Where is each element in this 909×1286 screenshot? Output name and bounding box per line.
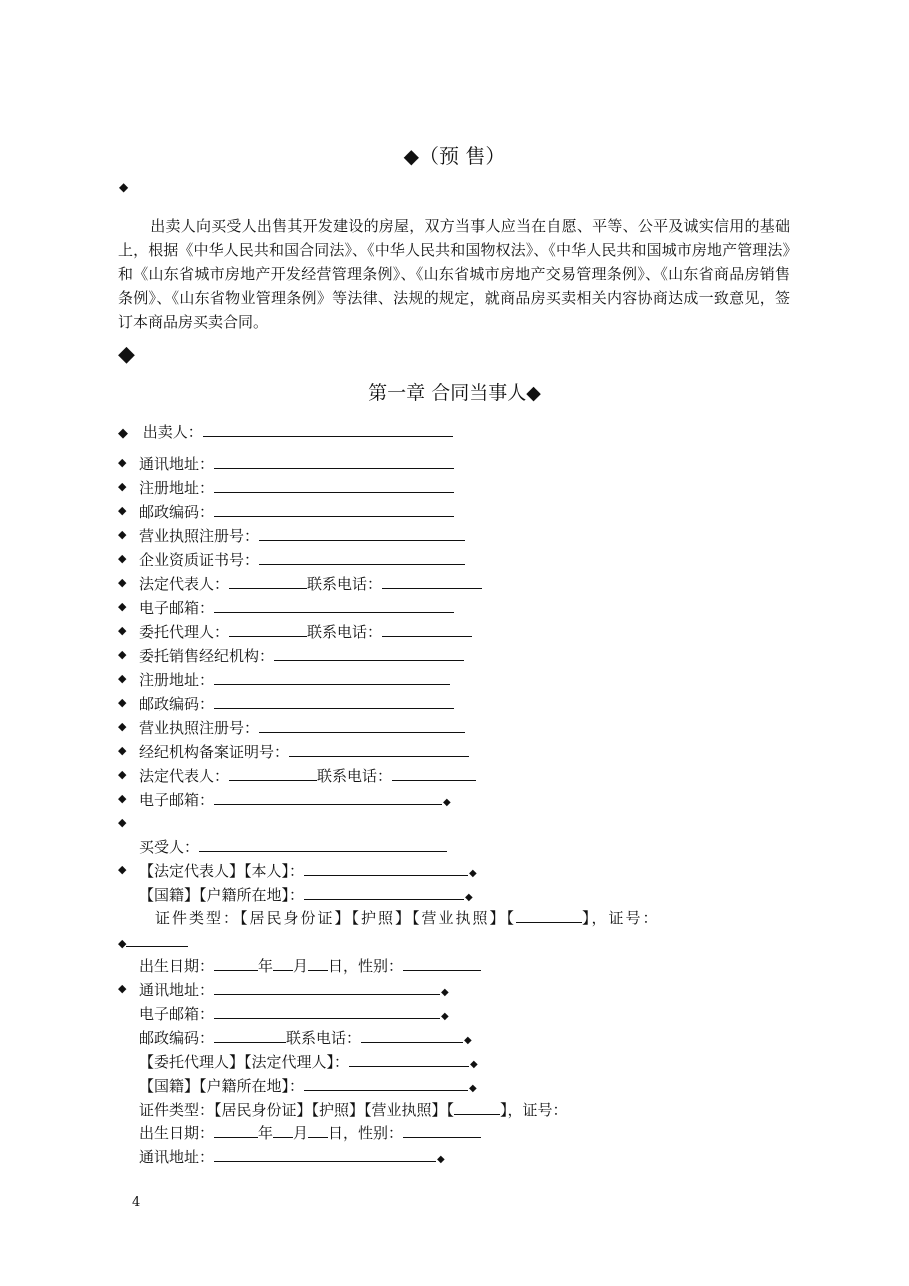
buyer-dob-row bbox=[139, 955, 481, 975]
bullet: ◆ bbox=[118, 528, 127, 541]
seller-agency-row bbox=[118, 645, 464, 665]
buyer-rep-row bbox=[118, 860, 477, 880]
buyer-day-blank[interactable] bbox=[308, 955, 328, 971]
buyer-rep-label: 【法定代表人】【本人】： bbox=[139, 862, 305, 880]
buyer-id-type-blank[interactable] bbox=[516, 907, 582, 923]
buyer-name-blank[interactable] bbox=[199, 836, 447, 852]
buyer-rep-blank[interactable] bbox=[304, 860, 468, 876]
buyer-name-row bbox=[139, 836, 447, 856]
end-marker: ◆ bbox=[470, 1059, 478, 1070]
agent-address-label: 通讯地址： bbox=[139, 1148, 215, 1166]
agency-email-label: 电子邮箱： bbox=[139, 791, 215, 809]
day-gender-label: 日，性别： bbox=[328, 957, 404, 975]
buyer-dob-label: 出生日期： bbox=[139, 957, 215, 975]
bullet: ◆ bbox=[118, 552, 127, 565]
seller-postcode-row bbox=[118, 501, 454, 521]
seller-agency-blank[interactable] bbox=[274, 645, 464, 661]
seller-reg-address-blank[interactable] bbox=[214, 477, 454, 493]
agency-phone-label: 联系电话： bbox=[317, 767, 393, 785]
section-marker: ◆ bbox=[118, 342, 135, 367]
day-gender-label: 日，性别： bbox=[328, 1124, 404, 1142]
document-title: ◆（预 售） bbox=[403, 144, 506, 168]
agency-record-row bbox=[118, 741, 469, 761]
agent-dob-label: 出生日期： bbox=[139, 1124, 215, 1142]
bullet: ◆ bbox=[118, 696, 127, 709]
seller-agent-row bbox=[118, 621, 472, 641]
buyer-phone-blank[interactable] bbox=[361, 1027, 463, 1043]
bullet: ◆ bbox=[118, 937, 127, 950]
seller-phone-label: 联系电话： bbox=[307, 575, 383, 593]
seller-name-row bbox=[118, 421, 453, 441]
buyer-agent-row bbox=[139, 1051, 478, 1071]
bullet: ◆ bbox=[118, 576, 127, 589]
seller-phone-blank[interactable] bbox=[382, 573, 482, 589]
bullet: ◆ bbox=[118, 982, 127, 995]
seller-agency-label: 委托销售经纪机构： bbox=[139, 647, 275, 665]
end-marker: ◆ bbox=[469, 868, 477, 879]
buyer-id-label: 证件类型：【居民身份证】【护照】【营业执照】【 bbox=[155, 909, 517, 927]
agent-address-row bbox=[139, 1146, 445, 1166]
buyer-address-blank[interactable] bbox=[214, 979, 440, 995]
end-marker: ◆ bbox=[469, 1083, 477, 1094]
seller-legal-rep-label: 法定代表人： bbox=[139, 575, 230, 593]
buyer-postcode-label: 邮政编码： bbox=[139, 1029, 215, 1047]
buyer-postcode-blank[interactable] bbox=[214, 1027, 286, 1043]
buyer-name-label: 买受人： bbox=[139, 838, 200, 856]
agent-nationality-label: 【国籍】【户籍所在地】： bbox=[139, 1077, 305, 1095]
buyer-email-row bbox=[139, 1003, 449, 1023]
buyer-id-row bbox=[155, 907, 660, 927]
bullet: ◆ bbox=[118, 863, 127, 876]
seller-agent-phone-blank[interactable] bbox=[382, 621, 472, 637]
buyer-agent-blank[interactable] bbox=[349, 1051, 469, 1067]
agent-day-blank[interactable] bbox=[308, 1122, 328, 1138]
page-number: 4 bbox=[132, 1195, 141, 1210]
agent-year-blank[interactable] bbox=[214, 1122, 258, 1138]
buyer-address-row bbox=[118, 979, 449, 999]
agency-email-blank[interactable] bbox=[214, 789, 442, 805]
end-marker: ◆ bbox=[464, 1035, 472, 1046]
agent-id-type-blank[interactable] bbox=[454, 1099, 500, 1115]
agency-license-label: 营业执照注册号： bbox=[139, 719, 260, 737]
seller-email-blank[interactable] bbox=[214, 597, 454, 613]
agent-id-close: 】，证号： bbox=[500, 1101, 568, 1119]
agent-month-blank[interactable] bbox=[273, 1122, 293, 1138]
agency-record-blank[interactable] bbox=[289, 741, 469, 757]
bullet: ◆ bbox=[118, 744, 127, 757]
bullet: ◆ bbox=[118, 720, 127, 733]
seller-email-label: 电子邮箱： bbox=[139, 599, 215, 617]
seller-license-blank[interactable] bbox=[259, 525, 465, 541]
buyer-email-blank[interactable] bbox=[214, 1003, 440, 1019]
intro-paragraph bbox=[118, 214, 790, 334]
bullet: ◆ bbox=[118, 624, 127, 637]
buyer-month-blank[interactable] bbox=[273, 955, 293, 971]
bullet: ◆ bbox=[118, 456, 127, 469]
buyer-agent-label: 【委托代理人】【法定代理人】： bbox=[139, 1053, 350, 1071]
agent-dob-row bbox=[139, 1122, 481, 1142]
agent-nationality-row bbox=[139, 1075, 477, 1095]
intro-text: 出卖人向买受人出售其开发建设的房屋，双方当事人应当在自愿、平等、公平及诚实信用的基础上，根据《中华人民共和国合同法》、《中华人民共和国物权法》、《中华人民共和国城市房地产管理法》和《山东省城市房地产开发经营管理条例》、《山东省城市房地产交易管理条例》、《山东省商品房销售条例》、《山东省物业管理条例》等法律、法规的规定，就商品房买卖相关内容协商达成一致意见，签订本商品房买卖合同。 bbox=[118, 217, 790, 331]
seller-agent-label: 委托代理人： bbox=[139, 623, 230, 641]
seller-qualification-blank[interactable] bbox=[259, 549, 465, 565]
seller-address-label: 通讯地址： bbox=[139, 455, 215, 473]
agent-id-label: 证件类型：【居民身份证】【护照】【营业执照】【 bbox=[139, 1101, 455, 1119]
agent-nationality-blank[interactable] bbox=[304, 1075, 468, 1091]
agency-reg-address-label: 注册地址： bbox=[139, 671, 215, 689]
agency-postcode-blank[interactable] bbox=[214, 693, 454, 709]
end-marker: ◆ bbox=[465, 892, 473, 903]
buyer-nationality-label: 【国籍】【户籍所在地】： bbox=[139, 886, 305, 904]
seller-postcode-label: 邮政编码： bbox=[139, 503, 215, 521]
buyer-gender-blank[interactable] bbox=[403, 955, 481, 971]
seller-qualification-row bbox=[118, 549, 465, 569]
year-label: 年 bbox=[258, 957, 274, 975]
agency-legal-rep-row bbox=[118, 765, 476, 785]
year-label: 年 bbox=[258, 1124, 274, 1142]
bullet: ◆ bbox=[118, 426, 128, 441]
agency-legal-rep-blank[interactable] bbox=[229, 765, 317, 781]
buyer-id-close: 】，证号： bbox=[582, 909, 660, 927]
bullet: ◆ bbox=[118, 648, 127, 661]
agency-record-label: 经纪机构备案证明号： bbox=[139, 743, 290, 761]
month-label: 月 bbox=[293, 957, 309, 975]
bullet: ◆ bbox=[118, 816, 127, 829]
buyer-address-label: 通讯地址： bbox=[139, 981, 215, 999]
agent-address-blank[interactable] bbox=[214, 1146, 436, 1162]
buyer-id-number-blank[interactable] bbox=[126, 931, 188, 947]
bullet: ◆ bbox=[118, 768, 127, 781]
bullet: ◆ bbox=[118, 504, 127, 517]
seller-address-blank[interactable] bbox=[214, 453, 454, 469]
paragraph-marker: ◆ bbox=[119, 180, 129, 194]
seller-legal-rep-row bbox=[118, 573, 482, 593]
end-marker: ◆ bbox=[443, 797, 451, 808]
agency-legal-rep-label: 法定代表人： bbox=[139, 767, 230, 785]
bullet: ◆ bbox=[118, 792, 127, 805]
buyer-phone-label: 联系电话： bbox=[286, 1029, 362, 1047]
agency-license-blank[interactable] bbox=[259, 717, 465, 733]
buyer-email-label: 电子邮箱： bbox=[139, 1005, 215, 1023]
agency-postcode-row bbox=[118, 693, 454, 713]
seller-address-row bbox=[118, 453, 454, 473]
buyer-nationality-row bbox=[139, 884, 473, 904]
end-marker: ◆ bbox=[441, 987, 449, 998]
bullet: ◆ bbox=[118, 600, 127, 613]
buyer-id-number-row bbox=[118, 931, 188, 951]
seller-name-blank[interactable] bbox=[203, 421, 453, 437]
seller-license-row bbox=[118, 525, 465, 545]
bullet: ◆ bbox=[118, 672, 127, 685]
buyer-year-blank[interactable] bbox=[214, 955, 258, 971]
seller-agent-phone-label: 联系电话： bbox=[307, 623, 383, 641]
buyer-nationality-blank[interactable] bbox=[304, 884, 464, 900]
chapter-heading: 第一章 合同当事人◆ bbox=[368, 382, 541, 404]
agent-gender-blank[interactable] bbox=[403, 1122, 481, 1138]
seller-postcode-blank[interactable] bbox=[214, 501, 454, 517]
seller-reg-address-row bbox=[118, 477, 454, 497]
seller-legal-rep-blank[interactable] bbox=[229, 573, 307, 589]
month-label: 月 bbox=[293, 1124, 309, 1142]
agency-reg-address-blank[interactable] bbox=[214, 669, 450, 685]
end-marker: ◆ bbox=[437, 1154, 445, 1165]
agency-postcode-label: 邮政编码： bbox=[139, 695, 215, 713]
seller-agent-blank[interactable] bbox=[229, 621, 307, 637]
seller-email-row bbox=[118, 597, 454, 617]
agency-reg-address-row bbox=[118, 669, 450, 689]
agency-license-row bbox=[118, 717, 465, 737]
bullet: ◆ bbox=[118, 480, 127, 493]
seller-name-label: 出卖人： bbox=[142, 423, 203, 441]
end-marker: ◆ bbox=[441, 1011, 449, 1022]
seller-license-label: 营业执照注册号： bbox=[139, 527, 260, 545]
agency-phone-blank[interactable] bbox=[392, 765, 476, 781]
seller-reg-address-label: 注册地址： bbox=[139, 479, 215, 497]
agent-id-row bbox=[139, 1099, 568, 1119]
agency-email-row bbox=[118, 789, 451, 809]
seller-qualification-label: 企业资质证书号： bbox=[139, 551, 260, 569]
buyer-postcode-row bbox=[139, 1027, 472, 1047]
